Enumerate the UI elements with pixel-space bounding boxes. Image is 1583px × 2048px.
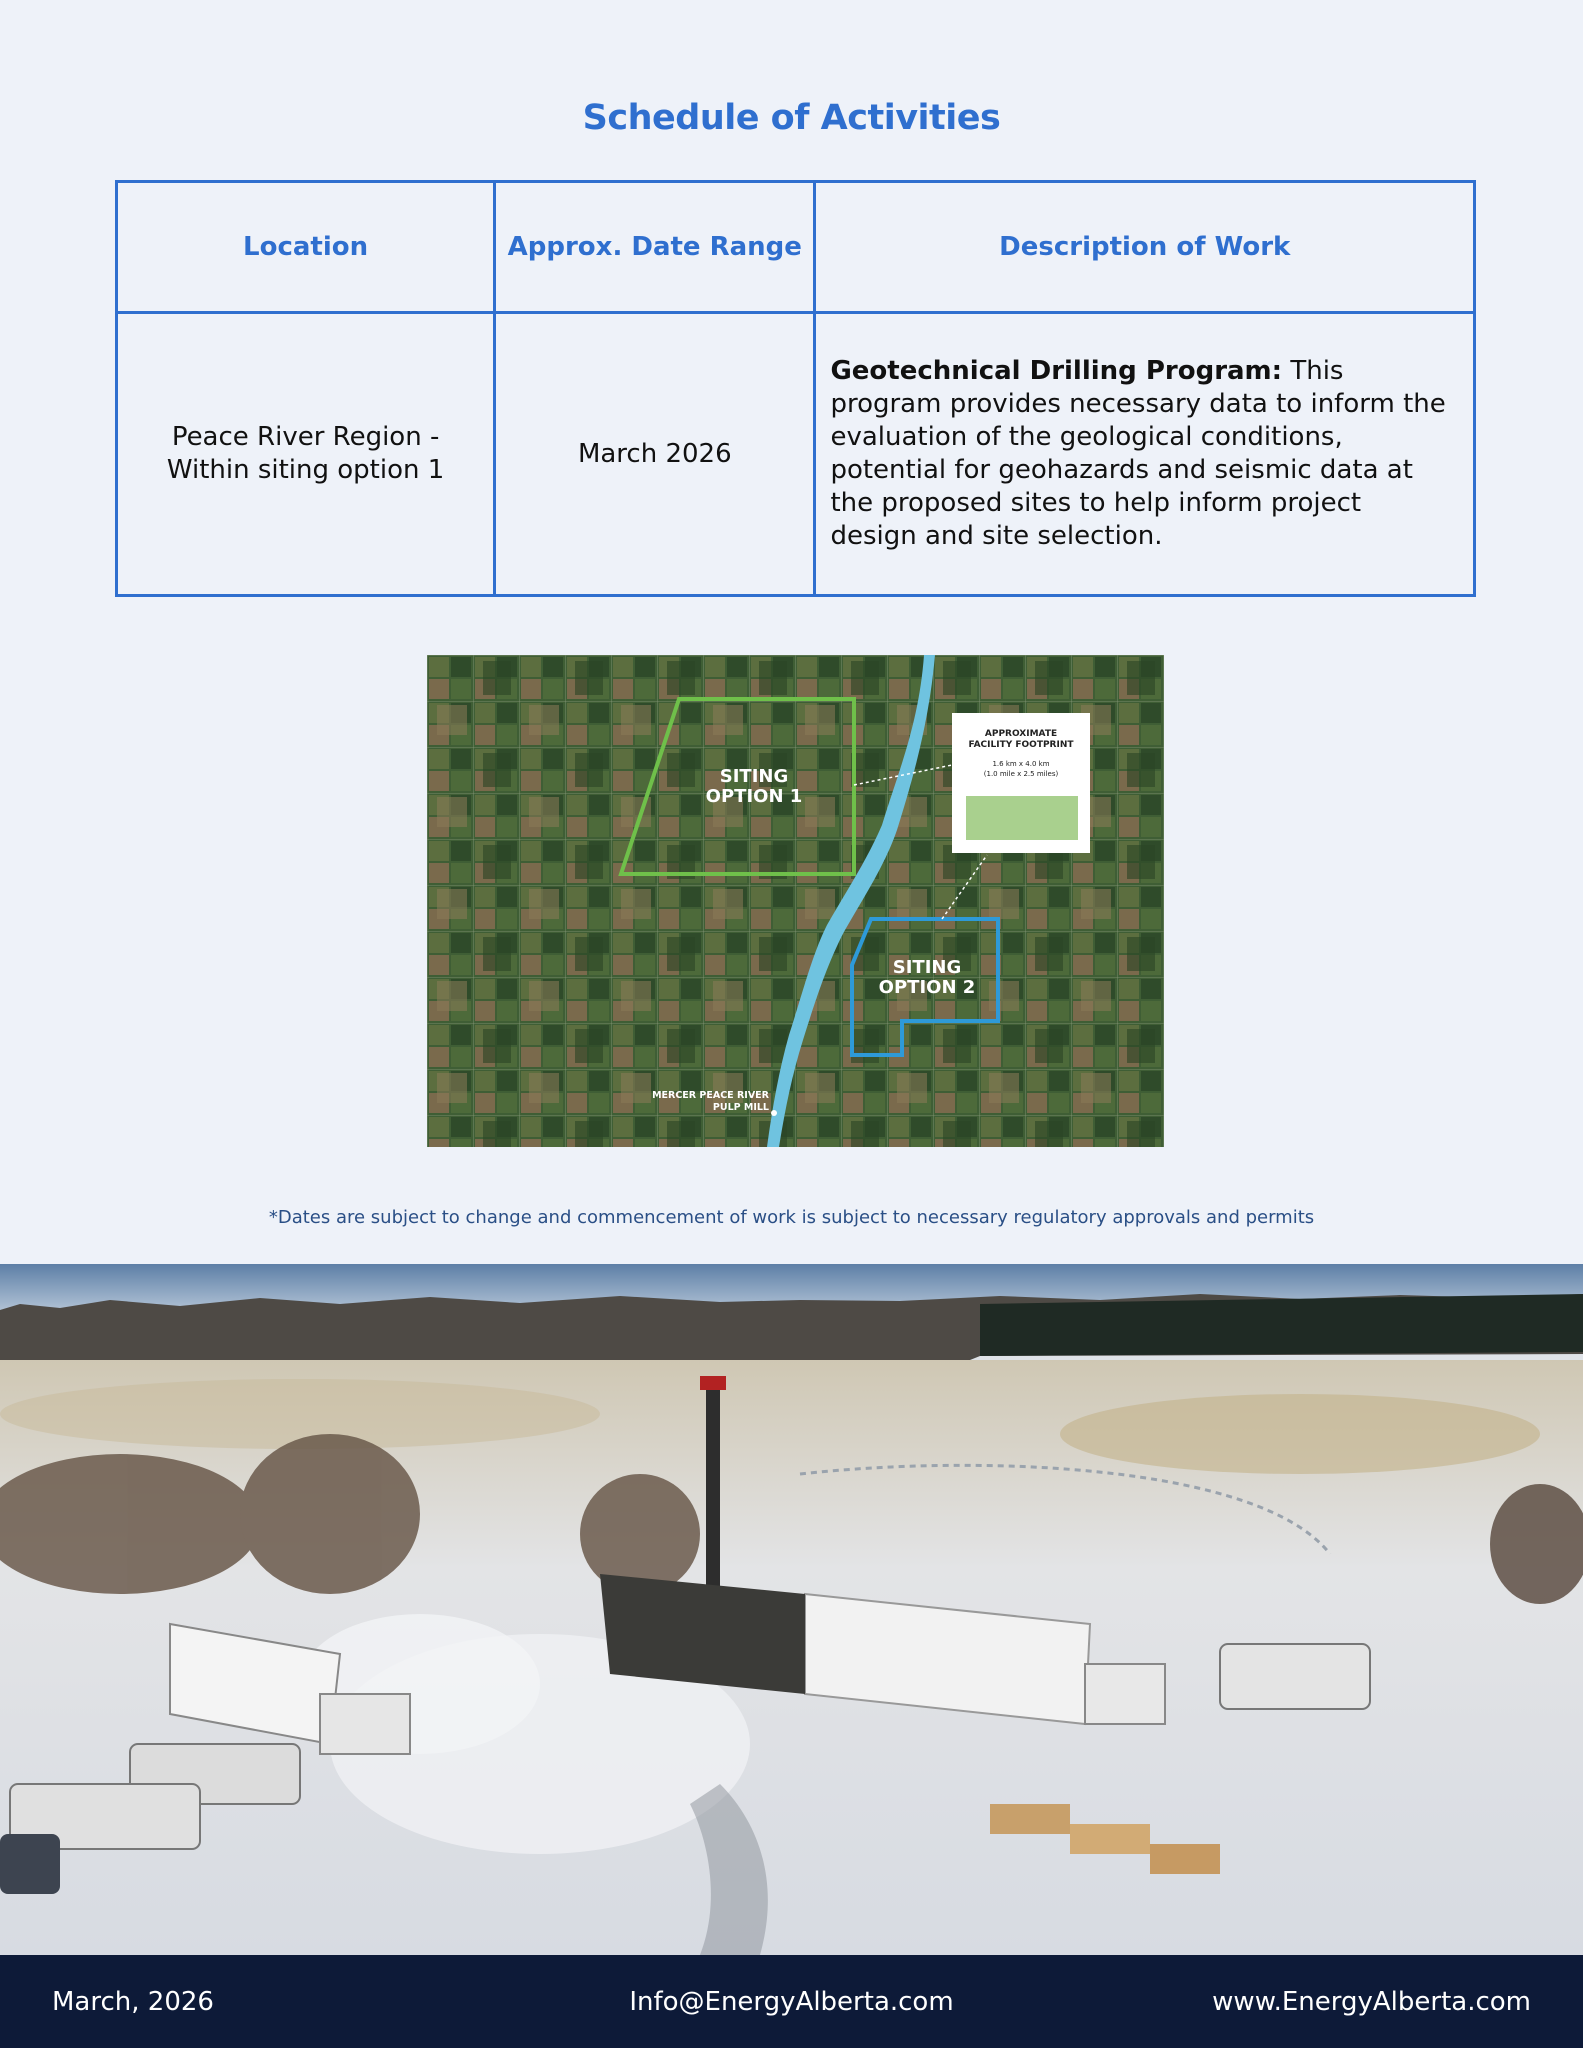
description-text: This program provides necessary data to inform the evaluation of the geological conditions, potential for geohazards and seismic data at the proposed sites to help inform project design and site selection. [830,356,1446,551]
location-line-1: Peace River Region - [171,422,440,452]
header-description: Description of Work [815,182,1475,313]
mill-marker-icon [771,1110,777,1116]
footer-email-link[interactable]: Info@EnergyAlberta.com [629,1987,954,2017]
footprint-swatch [966,796,1078,840]
footer [0,1955,1583,2048]
table-header-row [117,182,1475,313]
location-line-2: Within siting option 1 [166,455,445,485]
siting-1-line-1: SITING [719,766,789,787]
footer-date: March, 2026 [52,1987,214,2017]
description-bold-label: Geotechnical Drilling Program: [830,356,1283,386]
footprint-title-1: APPROXIMATE [984,729,1058,739]
header-date-range: Approx. Date Range [495,182,815,313]
siting-1-line-2: OPTION 1 [705,786,803,807]
footprint-dim-2: (1.0 mile x 2.5 miles) [983,770,1059,778]
siting-map [427,655,1164,1147]
cell-date: March 2026 [495,313,815,596]
footer-website-link[interactable]: www.EnergyAlberta.com [1212,1987,1531,2017]
table-row [117,313,1475,596]
mill-line-2: PULP MILL [712,1102,769,1113]
siting-2-line-1: SITING [892,957,962,978]
mill-line-1: MERCER PEACE RIVER [652,1090,769,1101]
drilling-site-photo [0,1264,1583,1955]
footprint-dim-1: 1.6 km x 4.0 km [992,760,1050,768]
footprint-title-2: FACILITY FOOTPRINT [968,740,1074,750]
schedule-table [115,180,1476,597]
page-title: Schedule of Activities [582,98,1001,138]
cell-location [117,313,495,596]
cell-description [815,313,1475,596]
siting-2-line-2: OPTION 2 [878,977,976,998]
header-location: Location [117,182,495,313]
footnote: *Dates are subject to change and commencement of work is subject to necessary regulatory approvals and permits [268,1207,1315,1228]
